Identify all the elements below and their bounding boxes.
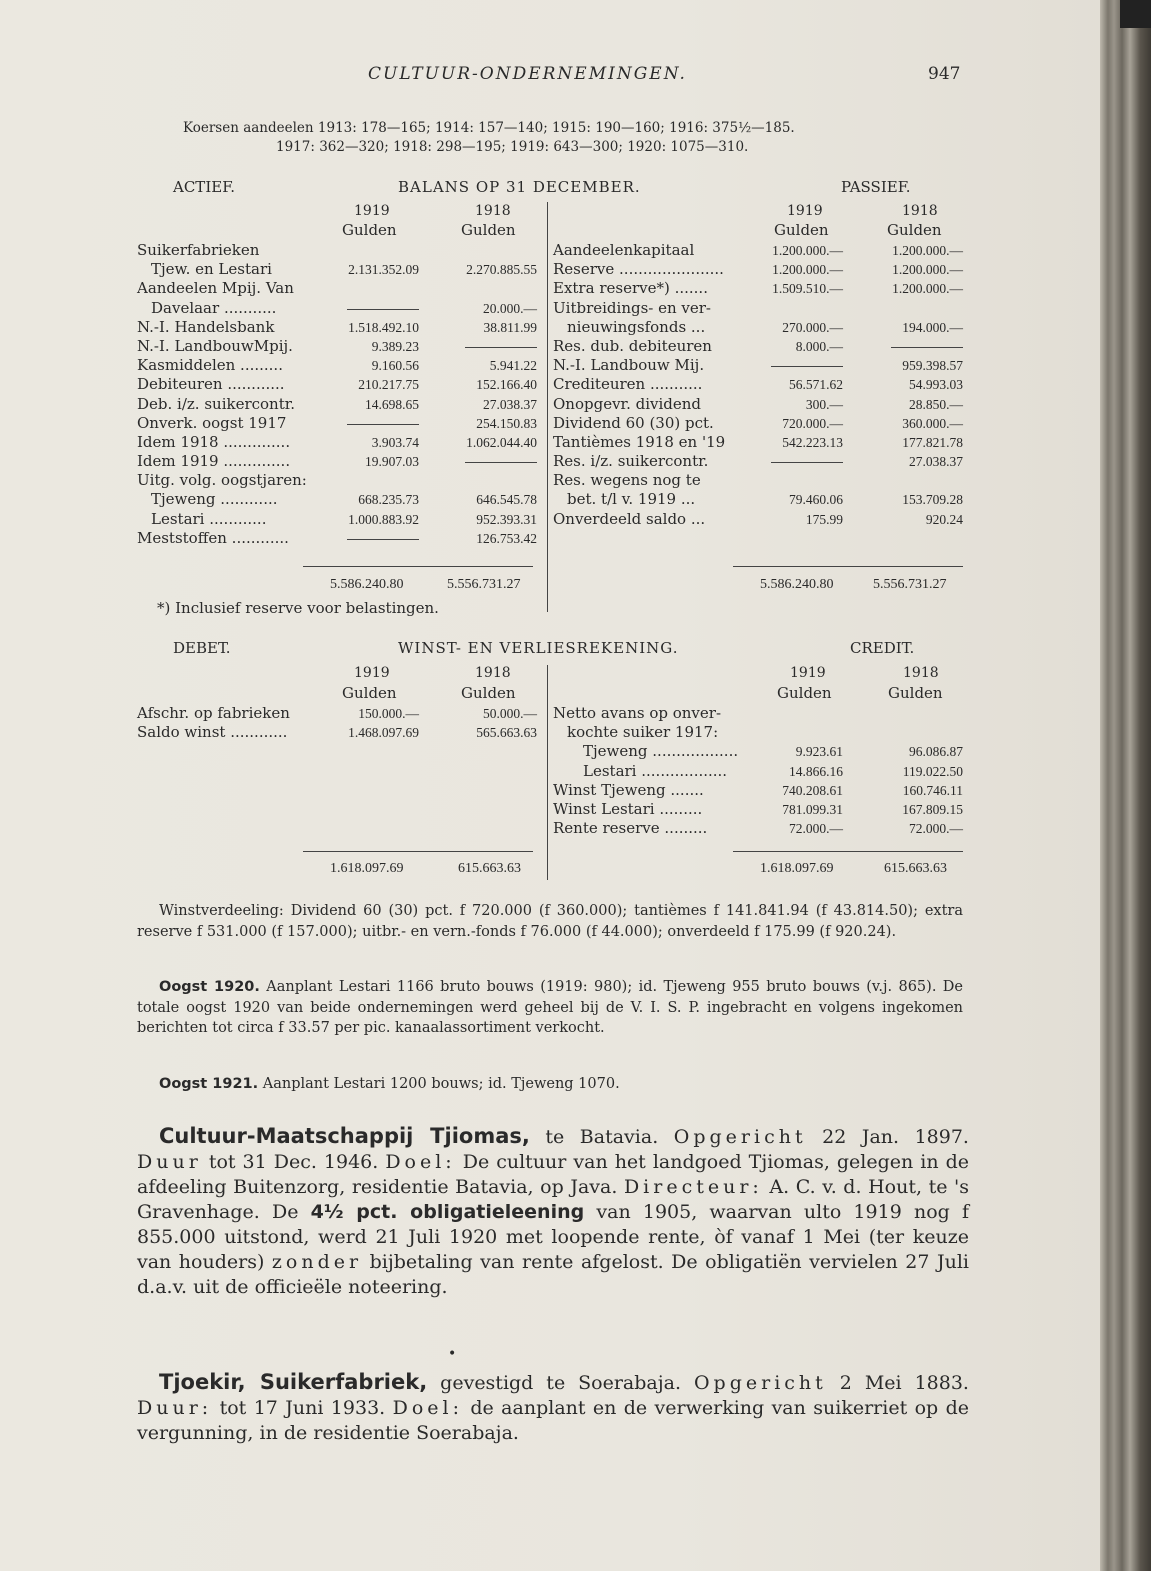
actief-unit-1919: Gulden	[342, 221, 397, 239]
oogst-1921-text: Aanplant Lestari 1200 bouws; id. Tjeweng 1070.	[262, 1076, 620, 1092]
passief-label: nieuwingsfonds ...	[567, 317, 706, 336]
passief-label: Reserve ......................	[553, 260, 724, 279]
tjiomas-obligatie-label: 4½ pct. obligatieleening	[310, 1201, 585, 1223]
passief-row	[553, 299, 963, 318]
actief-value-1918: 20.000.—	[483, 300, 537, 316]
actief-label: Deb. i/z. suikercontr.	[137, 394, 296, 413]
passief-label: Crediteuren ...........	[553, 375, 703, 394]
actief-value-1918: 2.270.885.55	[466, 262, 537, 278]
passief-value-1918: 54.993.03	[909, 377, 963, 393]
actief-unit-1918: Gulden	[461, 221, 516, 239]
running-title: CULTUUR-ONDERNEMINGEN.	[368, 64, 687, 84]
actief-label: Uitg. volg. oogstjaren:	[137, 471, 307, 490]
passief-year-1918: 1918	[902, 203, 938, 219]
actief-value-1919: 19.907.03	[365, 454, 419, 470]
credit-label: Winst Lestari .........	[553, 799, 703, 818]
actief-value-1918	[465, 347, 537, 348]
tjiomas-duur-label: Duur	[137, 1151, 202, 1173]
actief-value-1919	[347, 309, 419, 310]
tjiomas-name: Cultuur-Maatschappij Tjiomas,	[159, 1124, 530, 1148]
actief-value-1918: 5.941.22	[489, 358, 537, 374]
debet-label: Afschr. op fabrieken	[137, 704, 290, 722]
balans-title: BALANS OP 31 DECEMBER.	[398, 178, 641, 196]
passief-label: PASSIEF.	[841, 178, 911, 196]
actief-row	[137, 356, 537, 375]
actief-label: Onverk. oogst 1917	[137, 413, 287, 432]
credit-label: kochte suiker 1917:	[567, 723, 719, 742]
passief-value-1919: 1.200.000.—	[772, 243, 843, 258]
separator-ornament-icon: •	[448, 1346, 457, 1362]
actief-row	[137, 299, 537, 318]
tjiomas-directeur: A. C. v. d. Hout, te 's Gravenhage. De	[137, 1176, 969, 1223]
passief-row	[553, 414, 963, 433]
passief-label: Uitbreidings- en ver-	[553, 298, 712, 317]
passief-total-rule	[733, 566, 963, 567]
actief-value-1918: 152.166.40	[476, 377, 537, 393]
credit-value-1918: 72.000.—	[909, 821, 963, 837]
book-corner	[1120, 0, 1151, 28]
actief-label: Suikerfabrieken	[137, 241, 260, 259]
passief-value-1918: 959.398.57	[902, 358, 963, 374]
passief-value-1919: 542.223.13	[782, 434, 843, 450]
passief-row	[553, 395, 963, 414]
actief-label: Idem 1918 ..............	[137, 432, 291, 451]
oogst-1921-label: Oogst 1921.	[159, 1076, 259, 1092]
passief-label: Onverdeeld saldo ...	[553, 509, 706, 528]
passief-value-1918: 28.850.—	[909, 396, 963, 412]
passief-label: bet. t/l v. 1919 ...	[567, 490, 696, 509]
actief-value-1919: 9.160.56	[371, 358, 419, 374]
actief-value-1919: 1.518.492.10	[348, 319, 419, 335]
actief-total-1918: 5.556.731.27	[447, 577, 521, 592]
tjoekir-opgericht: 2 Mei 1883.	[839, 1372, 969, 1394]
credit-value-1919: 14.866.16	[789, 763, 843, 779]
credit-year-1918: 1918	[903, 665, 939, 681]
credit-label: Rente reserve .........	[553, 819, 708, 838]
credit-row	[553, 781, 963, 800]
actief-label: Tjew. en Lestari	[151, 260, 272, 279]
actief-label: Lestari ............	[151, 509, 267, 528]
actief-total-1919: 5.586.240.80	[330, 577, 404, 592]
passief-label: Tantièmes 1918 en '19	[553, 432, 726, 451]
credit-value-1919: 72.000.—	[789, 821, 843, 837]
actief-row	[137, 279, 537, 298]
debet-total-rule	[303, 851, 533, 852]
tjiomas-opgericht-label: Opgericht	[673, 1126, 807, 1148]
tjoekir-duur: tot 17 Juni 1933.	[219, 1397, 386, 1419]
page-number: 947	[928, 64, 961, 84]
tjiomas-obligatie-text: van 1905, waarvan ulto 1919 nog f 855.000 uitstond, werd 21 Juli 1920 met loopende rente, òf vanaf 1 Mei (ter keuze van houders)	[137, 1201, 969, 1273]
actief-value-1919: 2.131.352.09	[348, 262, 419, 278]
tjiomas-opgericht: 22 Jan. 1897.	[822, 1126, 969, 1148]
debet-unit-1918: Gulden	[461, 684, 516, 702]
credit-label: Tjeweng ..................	[583, 742, 739, 761]
actief-value-1918: 952.393.31	[476, 511, 537, 527]
oogst-1920-label: Oogst 1920.	[159, 979, 260, 995]
actief-value-1919: 668.235.73	[358, 492, 419, 508]
passief-value-1919: 720.000.—	[782, 415, 843, 431]
passief-row	[553, 490, 963, 509]
passief-label: N.-I. Landbouw Mij.	[553, 356, 705, 375]
actief-total-rule	[303, 566, 533, 567]
passief-value-1918: 1.200.000.—	[892, 243, 963, 258]
credit-value-1919: 740.208.61	[782, 782, 843, 798]
winst-title: WINST- EN VERLIESREKENING.	[398, 639, 679, 657]
winstverdeeling: Winstverdeeling: Dividend 60 (30) pct. f 720.000 (f 360.000); tantièmes f 141.841.94 (f 43.814.50); extra reserve f 531.000 (f 157.000); uitbr.- en vern.-fonds f 76.000 (f 44.000); onverdeeld f 175.99 (f 920.24).	[137, 903, 963, 940]
passief-row	[553, 241, 963, 260]
credit-row	[553, 704, 963, 723]
passief-value-1919: 270.000.—	[782, 319, 843, 335]
actief-label: Idem 1919 ..............	[137, 452, 291, 471]
passief-label: Res. i/z. suikercontr.	[553, 452, 709, 471]
balans-footnote: *) Inclusief reserve voor belastingen.	[157, 599, 439, 617]
actief-row	[137, 471, 537, 490]
actief-label: Debiteuren ............	[137, 375, 285, 394]
debet-value-1919: 1.468.097.69	[348, 725, 419, 741]
passief-total-1919: 5.586.240.80	[760, 577, 834, 592]
actief-row	[137, 337, 537, 356]
book-edge	[1100, 0, 1151, 1571]
debet-value-1919: 150.000.—	[358, 706, 419, 721]
debet-total-1918: 615.663.63	[458, 861, 521, 876]
credit-row	[553, 819, 963, 838]
passief-label: Res. dub. debiteuren	[553, 336, 712, 355]
passief-value-1919: 300.—	[805, 396, 843, 412]
passief-row	[553, 452, 963, 471]
credit-total-rule	[733, 851, 963, 852]
tjiomas-directeur-label: Directeur:	[623, 1176, 763, 1198]
actief-value-1919: 3.903.74	[371, 434, 419, 450]
tjoekir-duur-label: Duur:	[137, 1397, 213, 1419]
actief-row	[137, 510, 537, 529]
passief-row	[553, 318, 963, 337]
debet-value-1918: 50.000.—	[483, 706, 537, 721]
credit-row	[553, 762, 963, 781]
passief-row	[553, 375, 963, 394]
actief-value-1918: 646.545.78	[476, 492, 537, 508]
credit-value-1918: 96.086.87	[909, 744, 963, 760]
actief-value-1918: 254.150.83	[476, 415, 537, 431]
koersen-line-1: Koersen aandeelen 1913: 178—165; 1914: 157—140; 1915: 190—160; 1916: 375½—185.	[183, 120, 795, 136]
debet-label: DEBET.	[173, 639, 231, 657]
actief-value-1919: 14.698.65	[365, 396, 419, 412]
actief-row	[137, 395, 537, 414]
tjoekir-name: Tjoekir, Suikerfabriek,	[159, 1370, 428, 1394]
credit-label: Netto avans op onver-	[553, 704, 722, 722]
actief-value-1919	[347, 424, 419, 425]
actief-label: ACTIEF.	[173, 178, 236, 196]
credit-table	[553, 704, 963, 838]
debet-row	[137, 723, 537, 742]
actief-year-1919: 1919	[354, 203, 390, 219]
actief-label: Tjeweng ............	[151, 490, 278, 509]
passief-value-1918: 360.000.—	[902, 415, 963, 431]
passief-label: Dividend 60 (30) pct.	[553, 413, 714, 432]
passief-row	[553, 433, 963, 452]
actief-label: N.-I. Handelsbank	[137, 317, 275, 336]
tjoekir-doel-label: Doel:	[392, 1397, 463, 1419]
passief-value-1918	[891, 347, 963, 348]
actief-label: Meststoffen ............	[137, 528, 289, 547]
actief-value-1919: 210.217.75	[358, 377, 419, 393]
actief-label: Kasmiddelen .........	[137, 356, 283, 375]
passief-unit-1918: Gulden	[887, 221, 942, 239]
debet-row	[137, 704, 537, 723]
actief-value-1918: 126.753.42	[476, 530, 537, 546]
tjiomas-doel: De cultuur van het landgoed Tjiomas, gelegen in de afdeeling Buitenzorg, residentie Batavia, op Java.	[137, 1151, 969, 1198]
tjiomas-zonder-label: zonder	[271, 1251, 363, 1273]
actief-label: N.-I. LandbouwMpij.	[137, 336, 293, 355]
passief-value-1918: 194.000.—	[902, 319, 963, 335]
passief-row	[553, 356, 963, 375]
credit-label: Winst Tjeweng .......	[553, 780, 704, 799]
oogst-1921-paragraph	[137, 1074, 963, 1095]
credit-value-1918: 160.746.11	[902, 782, 963, 798]
passief-value-1918: 1.200.000.—	[892, 281, 963, 297]
credit-unit-1919: Gulden	[777, 684, 832, 702]
actief-label: Aandeelen Mpij. Van	[137, 279, 294, 298]
credit-row	[553, 800, 963, 819]
passief-value-1919: 1.509.510.—	[772, 281, 843, 297]
credit-value-1918: 167.809.15	[902, 801, 963, 817]
tjiomas-duur: tot 31 Dec. 1946.	[208, 1151, 379, 1173]
passief-value-1918: 153.709.28	[902, 492, 963, 508]
tjoekir-seat: gevestigd te Soerabaja.	[440, 1372, 682, 1394]
credit-value-1918: 119.022.50	[902, 763, 963, 779]
passief-label: Extra reserve*) .......	[553, 279, 708, 298]
winst-divider	[547, 665, 548, 880]
passief-table	[553, 241, 963, 529]
actief-row	[137, 452, 537, 471]
credit-value-1919: 9.923.61	[795, 744, 843, 760]
credit-total-1919: 1.618.097.69	[760, 861, 834, 876]
passief-value-1919	[771, 366, 843, 367]
passief-year-1919: 1919	[787, 203, 823, 219]
credit-value-1919: 781.099.31	[782, 801, 843, 817]
actief-row	[137, 490, 537, 509]
oogst-1920-paragraph	[137, 977, 963, 1039]
koersen-line-2: 1917: 362—320; 1918: 298—195; 1919: 643—300; 1920: 1075—310.	[276, 139, 749, 155]
passief-value-1918: 1.200.000.—	[892, 262, 963, 278]
credit-total-1918: 615.663.63	[884, 861, 947, 876]
passief-row	[553, 471, 963, 490]
actief-row	[137, 260, 537, 279]
actief-value-1918: 38.811.99	[483, 319, 537, 335]
passief-value-1918: 177.821.78	[902, 434, 963, 450]
credit-unit-1918: Gulden	[888, 684, 943, 702]
actief-value-1918: 1.062.044.40	[466, 434, 537, 450]
credit-year-1919: 1919	[790, 665, 826, 681]
passief-value-1919	[771, 462, 843, 463]
passief-row	[553, 337, 963, 356]
actief-row	[137, 414, 537, 433]
tjiomas-slot: bijbetaling van rente afgelost. De obligatiën vervielen 27 Juli d.a.v. uit de officieële noteering.	[137, 1251, 969, 1298]
passief-label: Aandeelenkapitaal	[553, 241, 695, 259]
actief-value-1919	[347, 539, 419, 540]
passief-value-1919: 8.000.—	[795, 338, 843, 354]
actief-value-1918	[465, 462, 537, 463]
tjiomas-seat: te Batavia.	[545, 1126, 659, 1148]
debet-total-1919: 1.618.097.69	[330, 861, 404, 876]
actief-row	[137, 375, 537, 394]
passief-value-1919: 79.460.06	[789, 492, 843, 508]
passief-value-1919: 175.99	[805, 511, 843, 527]
oogst-1920-text: Aanplant Lestari 1166 bruto bouws (1919: 980); id. Tjeweng 955 bruto bouws (v.j. 865). De totale oogst 1920 van beide ondernemingen werd geheel bij de V. I. S. P. ingebracht en volgens ingekomen berichten tot circa f 33.57 per pic. kanaalassortiment verkocht.	[137, 979, 963, 1036]
tjoekir-opgericht-label: Opgericht	[693, 1372, 827, 1394]
passief-row	[553, 279, 963, 298]
debet-table	[137, 704, 537, 742]
credit-row	[553, 742, 963, 761]
debet-year-1919: 1919	[354, 665, 390, 681]
passief-label: Onopgevr. dividend	[553, 394, 702, 413]
balans-divider	[547, 202, 548, 612]
passief-row	[553, 510, 963, 529]
debet-year-1918: 1918	[475, 665, 511, 681]
debet-value-1918: 565.663.63	[476, 725, 537, 741]
passief-value-1919: 1.200.000.—	[772, 262, 843, 278]
debet-label: Saldo winst ............	[137, 723, 288, 742]
actief-value-1919: 1.000.883.92	[348, 511, 419, 527]
passief-value-1918: 920.24	[925, 511, 963, 527]
tjiomas-entry	[137, 1124, 969, 1300]
passief-unit-1919: Gulden	[774, 221, 829, 239]
actief-row	[137, 529, 537, 548]
actief-table	[137, 241, 537, 548]
debet-unit-1919: Gulden	[342, 684, 397, 702]
passief-value-1919: 56.571.62	[789, 377, 843, 393]
actief-row	[137, 433, 537, 452]
passief-row	[553, 260, 963, 279]
tjoekir-entry	[137, 1370, 969, 1446]
credit-label: Lestari ..................	[583, 761, 728, 780]
tjoekir-doel: de aanplant en de verwerking van suikerriet op de vergunning, in de residentie Soerabaja.	[137, 1397, 969, 1444]
actief-label: Davelaar ...........	[151, 298, 277, 317]
tjiomas-doel-label: Doel:	[385, 1151, 456, 1173]
actief-value-1918: 27.038.37	[483, 396, 537, 412]
actief-row	[137, 241, 537, 260]
passief-value-1918: 27.038.37	[909, 454, 963, 470]
passief-label: Res. wegens nog te	[553, 471, 701, 490]
actief-row	[137, 318, 537, 337]
passief-total-1918: 5.556.731.27	[873, 577, 947, 592]
actief-year-1918: 1918	[475, 203, 511, 219]
credit-label: CREDIT.	[850, 639, 915, 657]
credit-row	[553, 723, 963, 742]
actief-value-1919: 9.389.23	[371, 338, 419, 354]
